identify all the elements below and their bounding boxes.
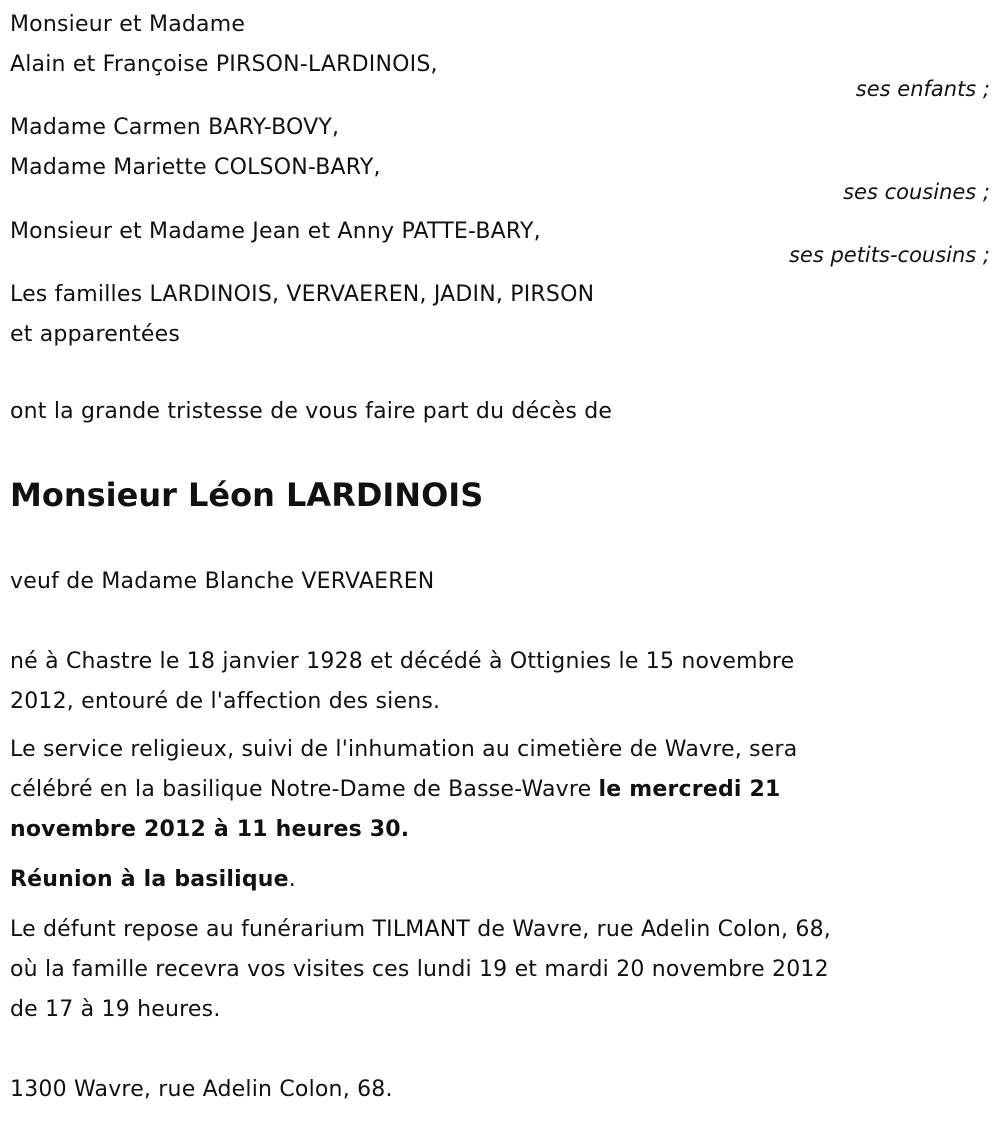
service-time: novembre 2012 à 11 heures 30. xyxy=(10,817,410,842)
family-line: Monsieur et Madame Jean et Anny PATTE-BARY, xyxy=(10,219,541,244)
visitation-line: Le défunt repose au funérarium TILMANT de Wavre, rue Adelin Colon, 68, xyxy=(10,917,831,942)
deceased-name: Monsieur Léon LARDINOIS xyxy=(10,476,484,514)
meeting-line xyxy=(10,860,296,900)
family-line: Madame Carmen BARY-BOVY, xyxy=(10,115,340,140)
visitation-line: où la famille recevra vos visites ces lundi 19 et mardi 20 novembre 2012 xyxy=(10,957,829,982)
relation-label: ses petits-cousins ; xyxy=(788,243,990,267)
announcement: ont la grande tristesse de vous faire part du décès de xyxy=(10,399,613,424)
relation-label: ses enfants ; xyxy=(855,77,990,101)
birth-death-line: 2012, entouré de l'affection des siens. xyxy=(10,689,441,714)
meeting-place: Réunion à la basilique xyxy=(10,867,289,892)
family-line: Les familles LARDINOIS, VERVAEREN, JADIN, PIRSON xyxy=(10,282,595,307)
service-date: le mercredi 21 xyxy=(598,777,781,802)
address: 1300 Wavre, rue Adelin Colon, 68. xyxy=(10,1077,393,1102)
relation-label: ses cousines ; xyxy=(843,180,990,204)
family-line: Monsieur et Madame xyxy=(10,12,246,37)
widower-of: veuf de Madame Blanche VERVAEREN xyxy=(10,569,435,594)
service-line: Le service religieux, suivi de l'inhumation au cimetière de Wavre, sera xyxy=(10,737,798,762)
service-text: célébré en la basilique Notre-Dame de Basse-Wavre xyxy=(10,777,599,802)
meeting-end: . xyxy=(288,867,296,892)
visitation-line: de 17 à 19 heures. xyxy=(10,997,221,1022)
family-line: Madame Mariette COLSON-BARY, xyxy=(10,155,381,180)
family-line: et apparentées xyxy=(10,322,181,347)
service-line xyxy=(10,770,781,810)
birth-death-line: né à Chastre le 18 janvier 1928 et décédé à Ottignies le 15 novembre xyxy=(10,649,795,674)
family-line: Alain et Françoise PIRSON-LARDINOIS, xyxy=(10,52,438,77)
service-line xyxy=(10,810,409,850)
